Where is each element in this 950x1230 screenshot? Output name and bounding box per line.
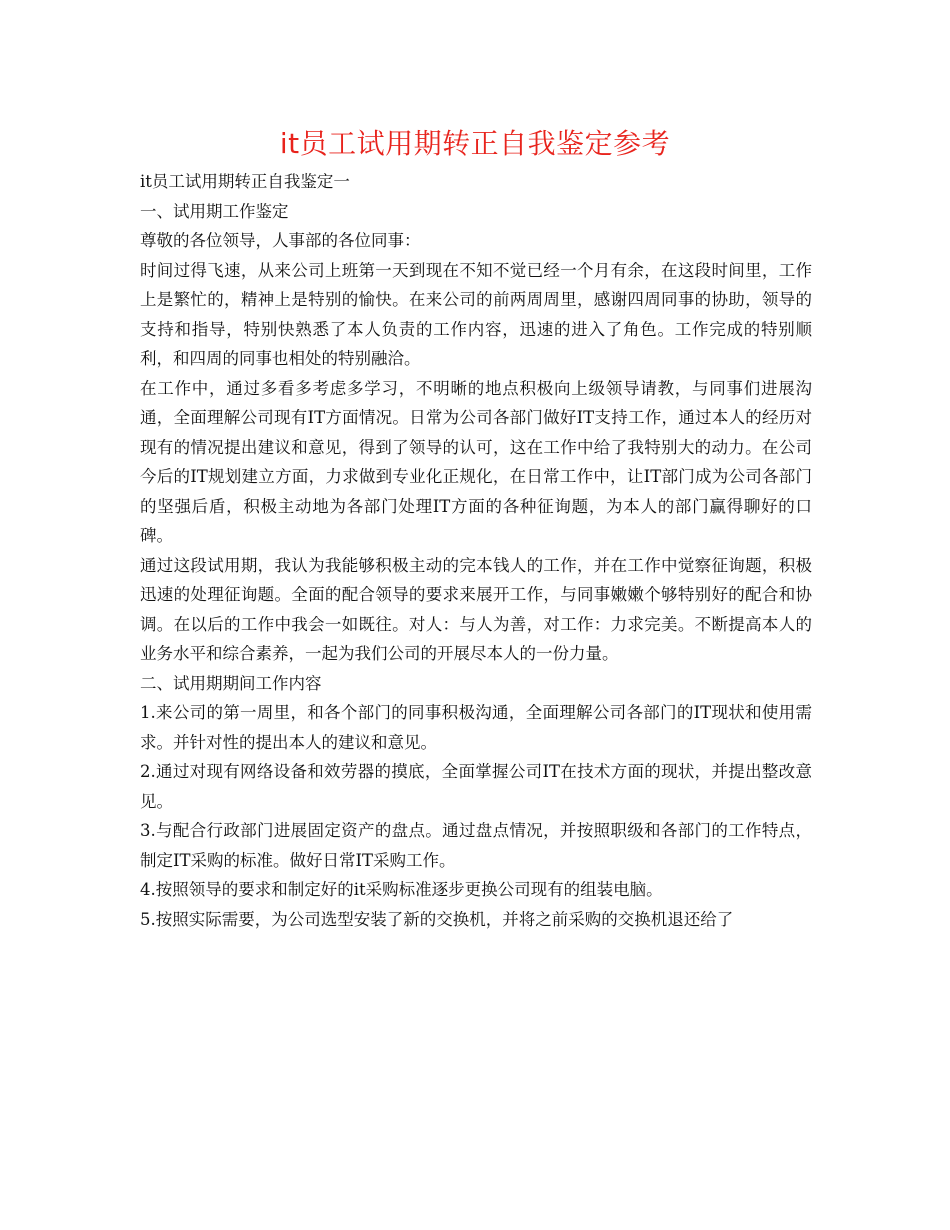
list-item: 3.与配合行政部门进展固定资产的盘点。通过盘点情况，并按照职级和各部门的工作特点，制定IT采购的标准。做好日常IT采购工作。 xyxy=(140,821,812,870)
list-item: 5.按照实际需要，为公司选型安装了新的交换机，并将之前采购的交换机退还给了 xyxy=(140,909,734,929)
document-body xyxy=(140,167,812,934)
salutation: 尊敬的各位领导，人事部的各位同事： xyxy=(140,231,421,250)
paragraph: 时间过得飞速，从来公司上班第一天到现在不知不觉已经一个月有余，在这段时间里，工作上是繁忙的，精神上是特别的愉快。在来公司的前两周周里，感谢四周同事的协助，领导的支持和指导，特别快熟悉了本人负责的工作内容，迅速的进入了角色。工作完成的特别顺利，和四周的同事也相处的特别融洽。 xyxy=(140,260,812,368)
section-heading-2: 二、试用期期间工作内容 xyxy=(140,673,322,693)
list-item: 4.按照领导的要求和制定好的it采购标准逐步更换公司现有的组装电脑。 xyxy=(140,880,663,899)
list-item: 2.通过对现有网络设备和效劳器的摸底，全面掌握公司IT在技术方面的现状，并提出整改意见。 xyxy=(140,762,812,811)
paragraph-subtitle: it员工试用期转正自我鉴定一 xyxy=(140,172,350,191)
paragraph: 通过这段试用期，我认为我能够积极主动的完本钱人的工作，并在工作中觉察征询题，积极迅速的处理征询题。全面的配合领导的要求来展开工作，与同事嫩嫩个够特别好的配合和协调。在以后的工作中我会一如既往。对人：与人为善，对工作：力求完美。不断提高本人的业务水平和综合素养，一起为我们公司的开展尽本人的一份力量。 xyxy=(140,555,812,663)
list-item: 1.来公司的第一周里，和各个部门的同事积极沟通，全面理解公司各部门的IT现状和使用需求。并针对性的提出本人的建议和意见。 xyxy=(140,703,812,752)
document-title: it员工试用期转正自我鉴定参考 xyxy=(279,127,671,160)
paragraph: 在工作中，通过多看多考虑多学习，不明晰的地点积极向上级领导请教，与同事们进展沟通，全面理解公司现有IT方面情况。日常为公司各部门做好IT支持工作，通过本人的经历对现有的情况提出建议和意见，得到了领导的认可，这在工作中给了我特别大的动力。在公司今后的IT规划建立方面，力求做到专业化正规化，在日常工作中，让IT部门成为公司各部门的坚强后盾，积极主动地为各部门处理IT方面的各种征询题，为本人的部门赢得聊好的口碑。 xyxy=(140,378,812,545)
section-heading-1: 一、试用期工作鉴定 xyxy=(140,201,289,221)
